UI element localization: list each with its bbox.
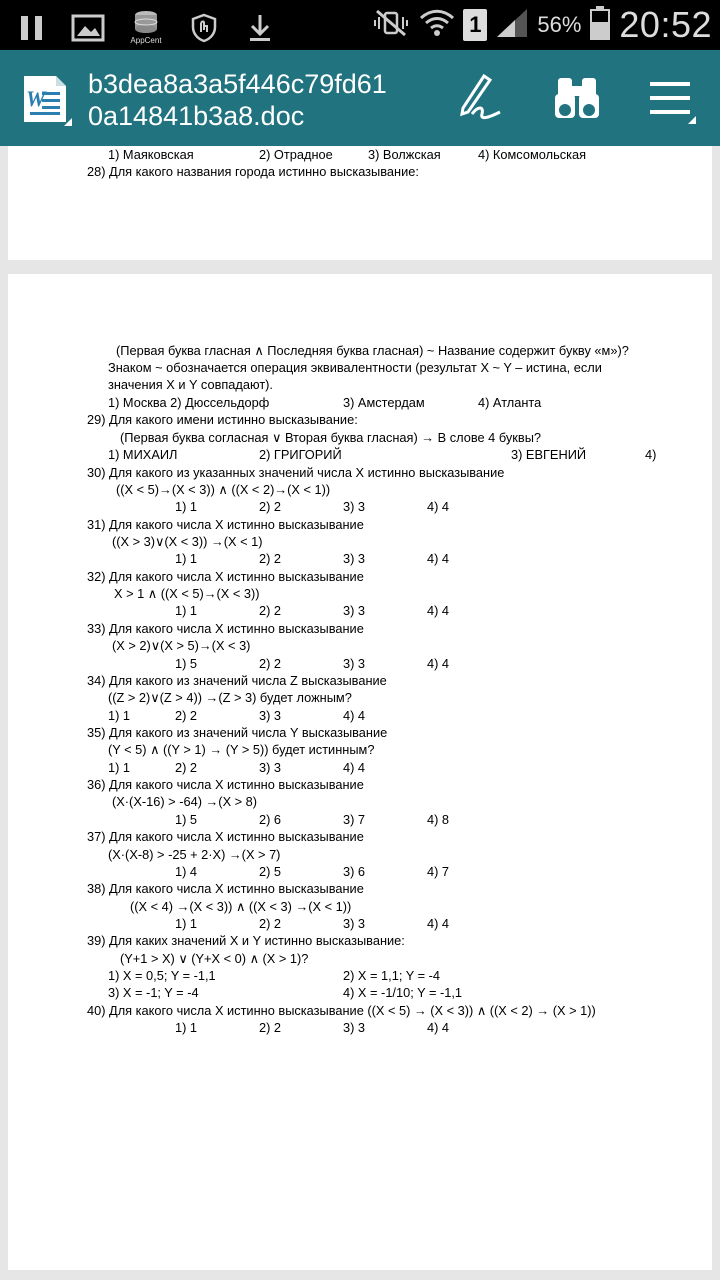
sim-slot-number: 1 <box>469 12 482 37</box>
q28-option-3: 3) Амстердам <box>343 395 425 410</box>
q31-expression: ((X > 3)∨(X < 3)) →(X < 1) <box>112 534 263 549</box>
q39-question: 39) Для каких значений X и Y истинно высказывание: <box>87 933 405 948</box>
q28-note-1: Знаком ~ обозначается операция эквивалентности (результат X ~ Y – истина, если <box>108 360 602 375</box>
edit-pen-icon <box>454 72 508 126</box>
q38-option-1: 1) 1 <box>175 916 198 931</box>
word-icon-letter: W <box>26 86 46 111</box>
q29-question: 29) Для какого имени истинно высказывание: <box>87 412 358 427</box>
q39-expression: (Y+1 > X) ∨ (Y+X < 0) ∧ (X > 1)? <box>120 951 309 966</box>
status-bar <box>0 0 720 50</box>
appcent-label: AppCent <box>130 36 162 45</box>
q34-question: 34) Для какого из значений числа Z высказывание <box>87 673 387 688</box>
q31-option-1: 1) 1 <box>175 551 198 566</box>
battery-percent: 56% <box>537 12 582 37</box>
q33-option-2: 2) 2 <box>259 656 282 671</box>
q27-option-4: 4) Комсомольская <box>478 147 587 162</box>
sim-slot-icon <box>463 9 487 41</box>
q28-note-2: значения X и Y совпадают). <box>108 377 273 392</box>
download-icon <box>242 11 278 45</box>
document-page-1 <box>8 146 712 260</box>
q28-option-1-2: 1) Москва 2) Дюссельдорф <box>108 395 270 410</box>
q30-option-4: 4) 4 <box>427 499 450 514</box>
document-filename <box>88 68 387 132</box>
q36-option-3: 3) 7 <box>343 812 366 827</box>
edit-pen-button[interactable] <box>454 72 508 126</box>
q31-question: 31) Для какого числа X истинно высказывание <box>87 517 364 532</box>
q33-option-3: 3) 3 <box>343 656 366 671</box>
q40-option-3: 3) 3 <box>343 1020 366 1035</box>
menu-icon <box>644 72 698 126</box>
q39-option-4: 4) X = -1/10; Y = -1,1 <box>343 985 463 1000</box>
filename-line-2: 0a14841b3a8.doc <box>88 101 305 131</box>
q35-option-2: 2) 2 <box>175 760 198 775</box>
appcent-icon <box>126 8 166 48</box>
app-toolbar <box>0 50 720 146</box>
q34-expression: ((Z > 2)∨(Z > 4)) →(Z > 3) будет ложным? <box>108 690 352 705</box>
q36-option-1: 1) 5 <box>175 812 198 827</box>
q38-option-2: 2) 2 <box>259 916 282 931</box>
q34-option-2: 2) 2 <box>175 708 198 723</box>
q38-option-4: 4) 4 <box>427 916 450 931</box>
menu-button[interactable] <box>644 72 698 126</box>
q40-option-1: 1) 1 <box>175 1020 198 1035</box>
q37-option-3: 3) 6 <box>343 864 366 879</box>
q27-option-2: 2) Отрадное <box>259 147 333 162</box>
q34-option-3: 3) 3 <box>259 708 282 723</box>
battery-icon <box>589 5 611 46</box>
q37-question: 37) Для какого числа X истинно высказывание <box>87 829 364 844</box>
q28-option-4: 4) Атланта <box>478 395 542 410</box>
q30-expression: ((X < 5)→(X < 3)) ∧ ((X < 2)→(X < 1)) <box>116 482 331 497</box>
q40-option-4: 4) 4 <box>427 1020 450 1035</box>
q39-option-2: 2) X = 1,1; Y = -4 <box>343 968 440 983</box>
q32-option-3: 3) 3 <box>343 603 366 618</box>
filename-line-1: b3dea8a3a5f446c79fd61 <box>88 69 387 99</box>
q28-question: 28) Для какого названия города истинно высказывание: <box>87 164 419 179</box>
q30-option-3: 3) 3 <box>343 499 366 514</box>
q27-option-1: 1) Маяковская <box>108 147 194 162</box>
q29-option-2: 2) ГРИГОРИЙ <box>259 447 342 462</box>
gallery-image-icon <box>70 11 106 45</box>
pause-icon <box>14 11 50 45</box>
q32-option-2: 2) 2 <box>259 603 282 618</box>
clock: 20:52 <box>619 4 712 45</box>
word-document-icon[interactable] <box>20 74 72 126</box>
mute-vibrate-icon <box>371 8 411 43</box>
q36-question: 36) Для какого числа X истинно высказывание <box>87 777 364 792</box>
q35-option-1: 1) 1 <box>108 760 131 775</box>
q37-option-1: 1) 4 <box>175 864 198 879</box>
q35-option-3: 3) 3 <box>259 760 282 775</box>
q37-option-2: 2) 5 <box>259 864 282 879</box>
q29-option-1: 1) МИХАИЛ <box>108 447 178 462</box>
q40-option-2: 2) 2 <box>259 1020 282 1035</box>
q36-expression: (X·(X-16) > -64) →(X > 8) <box>112 794 258 809</box>
binoculars-search-icon <box>550 72 604 126</box>
q37-option-4: 4) 7 <box>427 864 450 879</box>
q33-option-1: 1) 5 <box>175 656 198 671</box>
q30-question: 30) Для какого из указанных значений числа X истинно высказывание <box>87 465 505 480</box>
q39-option-1: 1) X = 0,5; Y = -1,1 <box>108 968 216 983</box>
q35-expression: (Y < 5) ∧ ((Y > 1) → (Y > 5)) будет истинным? <box>108 742 375 757</box>
q30-option-2: 2) 2 <box>259 499 282 514</box>
q28-expression: (Первая буква гласная ∧ Последняя буква гласная) ~ Название содержит букву «м»)? <box>116 343 629 358</box>
q32-question: 32) Для какого числа X истинно высказывание <box>87 569 364 584</box>
q31-option-2: 2) 2 <box>259 551 282 566</box>
shield-touch-icon <box>186 11 222 45</box>
wifi-icon <box>419 8 455 43</box>
q32-option-1: 1) 1 <box>175 603 198 618</box>
q39-option-3: 3) X = -1; Y = -4 <box>108 985 199 1000</box>
document-page-2 <box>8 274 712 1270</box>
q35-question: 35) Для какого из значений числа Y высказывание <box>87 725 388 740</box>
q34-option-4: 4) 4 <box>343 708 366 723</box>
q36-option-2: 2) 6 <box>259 812 282 827</box>
q33-option-4: 4) 4 <box>427 656 450 671</box>
q33-question: 33) Для какого числа X истинно высказывание <box>87 621 364 636</box>
q29-option-3: 3) ЕВГЕНИЙ <box>511 447 587 462</box>
q38-expression: ((X < 4) →(X < 3)) ∧ ((X < 3) →(X < 1)) <box>130 899 352 914</box>
q31-option-3: 3) 3 <box>343 551 366 566</box>
q31-option-4: 4) 4 <box>427 551 450 566</box>
q38-option-3: 3) 3 <box>343 916 366 931</box>
q38-question: 38) Для какого числа X истинно высказывание <box>87 881 364 896</box>
q29-option-4: 4) <box>645 447 657 462</box>
q34-option-1: 1) 1 <box>108 708 131 723</box>
q32-expression: X > 1 ∧ ((X < 5)→(X < 3)) <box>114 586 260 601</box>
search-button[interactable] <box>550 72 604 126</box>
q33-expression: (X > 2)∨(X > 5)→(X < 3) <box>112 638 251 653</box>
q35-option-4: 4) 4 <box>343 760 366 775</box>
q27-option-3: 3) Волжская <box>368 147 441 162</box>
q32-option-4: 4) 4 <box>427 603 450 618</box>
signal-icon <box>495 7 529 44</box>
q29-expression: (Первая буква согласная ∨ Вторая буква гласная) → В слове 4 буквы? <box>120 430 542 445</box>
q36-option-4: 4) 8 <box>427 812 450 827</box>
q37-expression: (X·(X-8) > -25 + 2·X) →(X > 7) <box>108 847 281 862</box>
q30-option-1: 1) 1 <box>175 499 198 514</box>
q40-question: 40) Для какого числа X истинно высказывание ((X < 5) → (X < 3)) ∧ ((X < 2) → (X > 1)) <box>87 1003 596 1018</box>
